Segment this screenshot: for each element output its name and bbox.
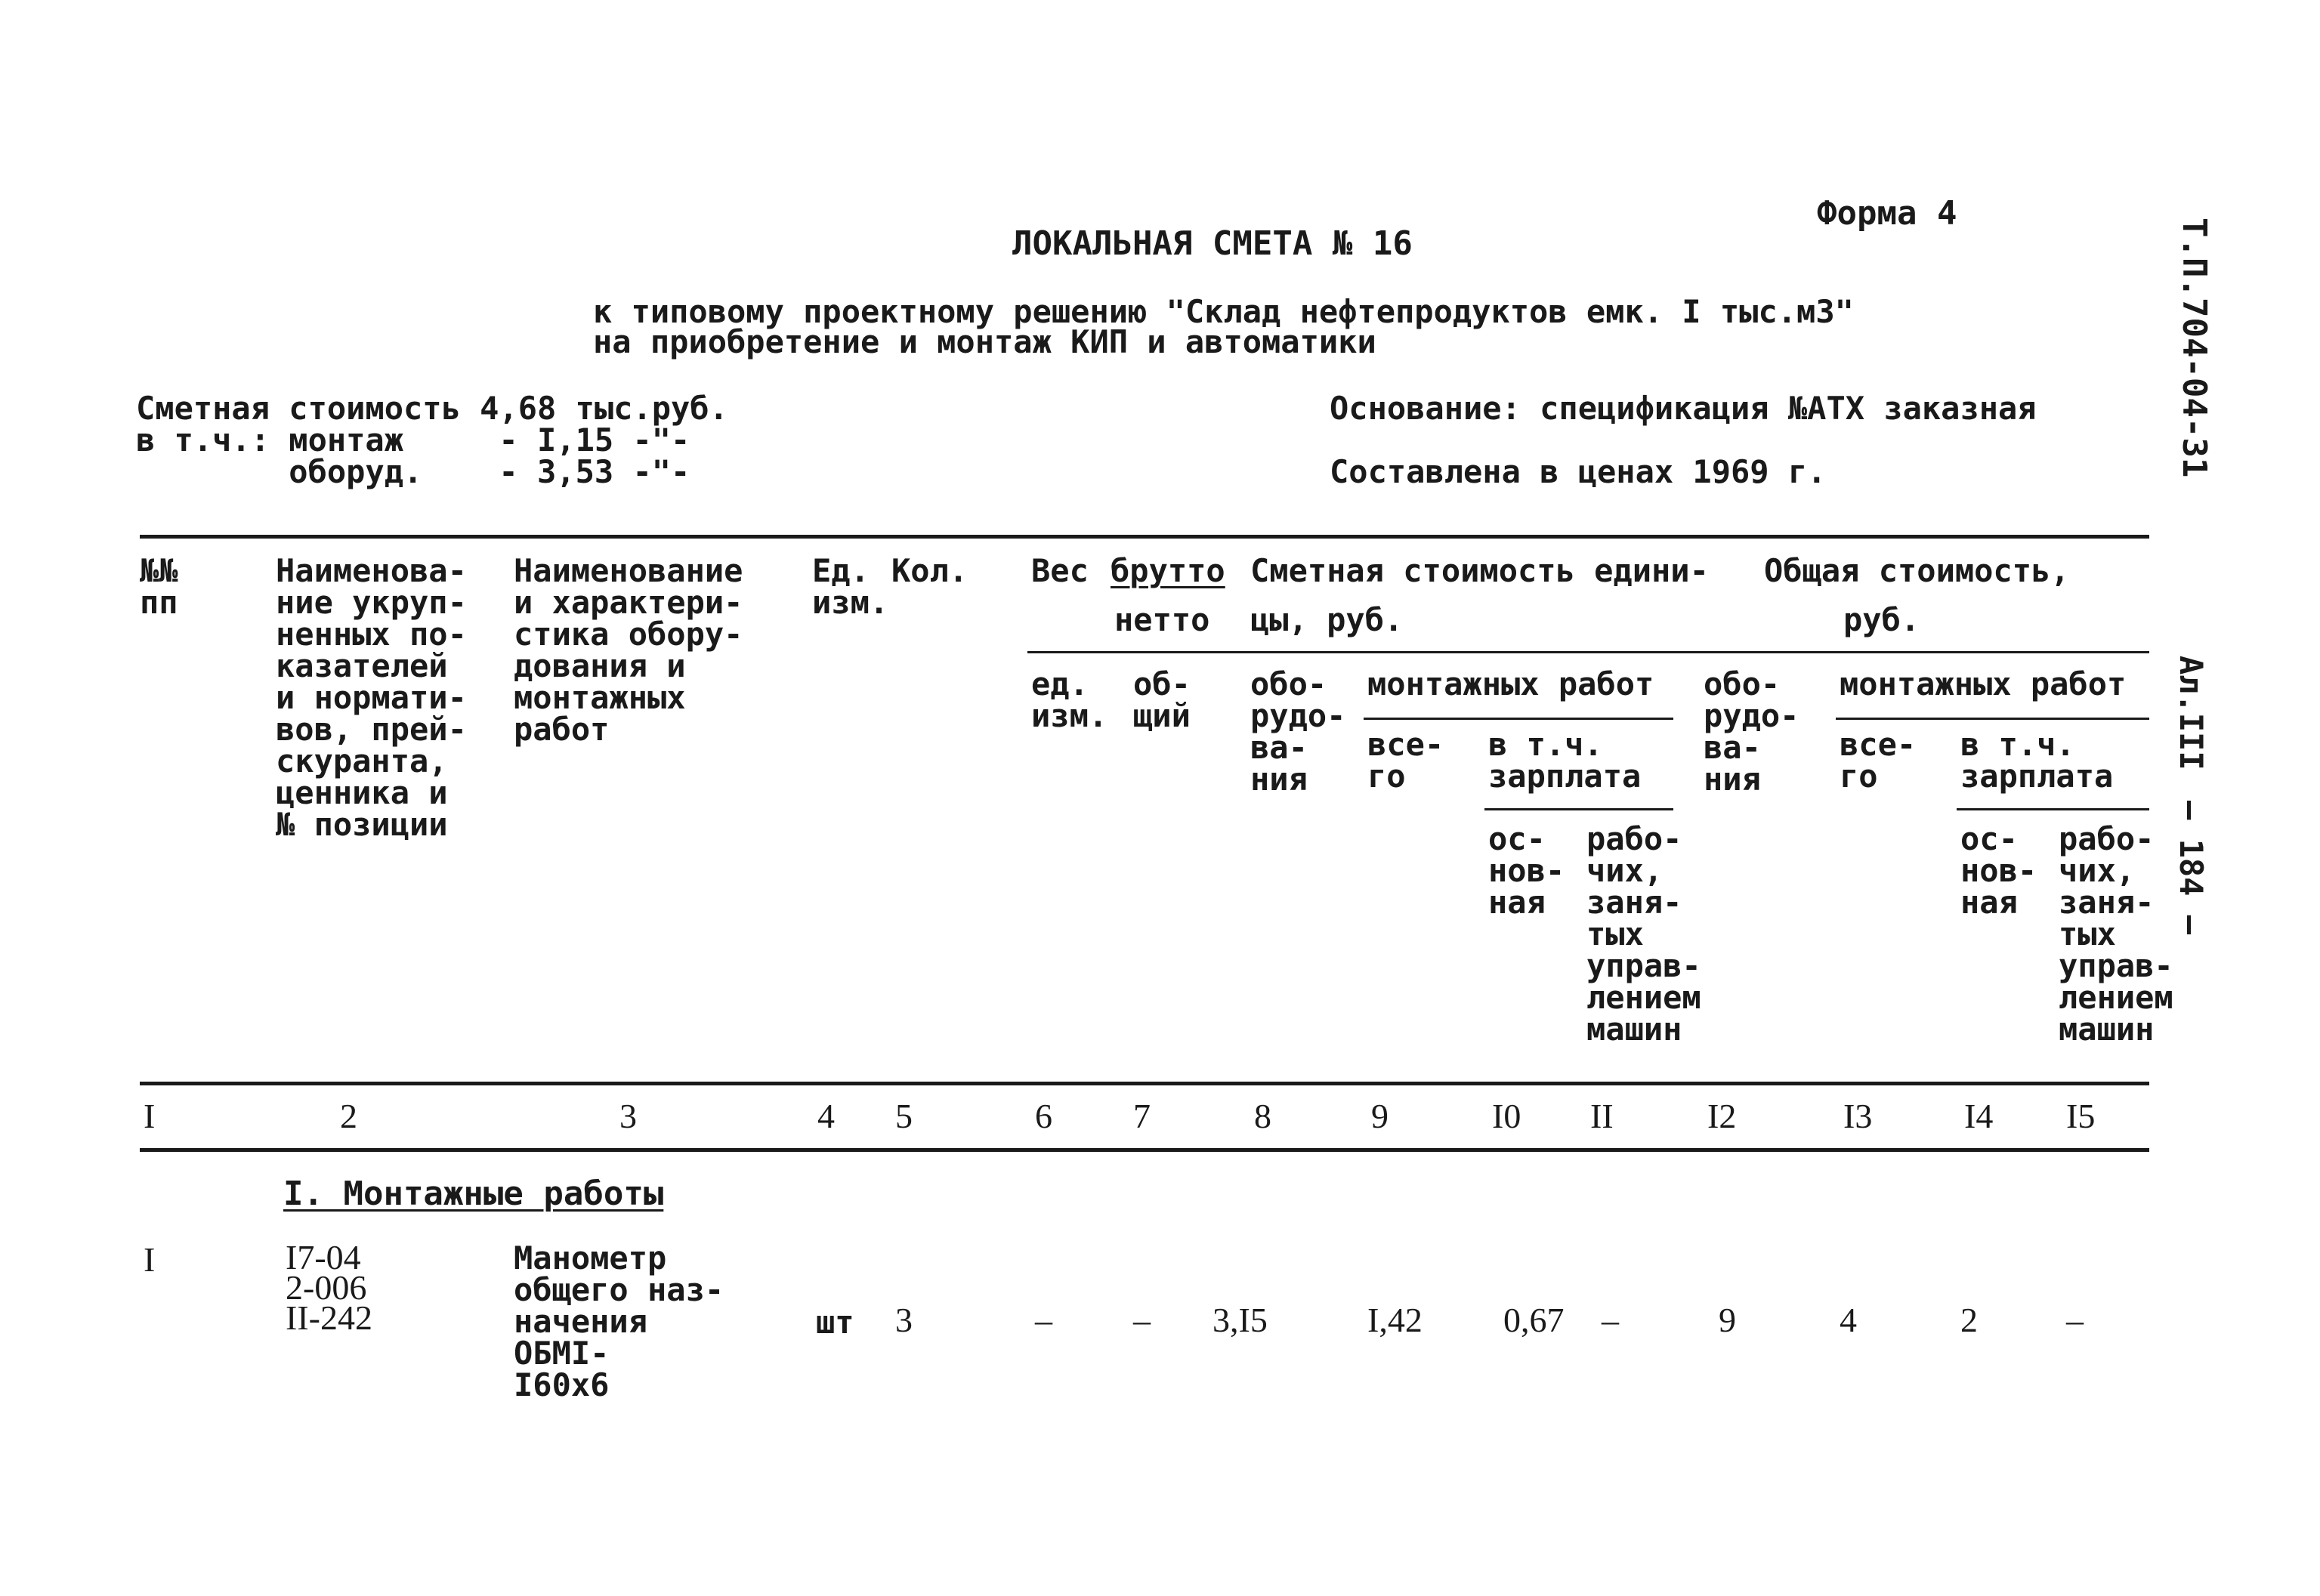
header-osnov-unit: ос- нов- ная bbox=[1488, 820, 1565, 921]
col-numbers-rule bbox=[140, 1148, 2149, 1152]
header-zarplata-total: в т.ч. зарплата bbox=[1960, 726, 2114, 795]
row-unit: шт bbox=[816, 1304, 854, 1341]
header-vsego-total: все- го bbox=[1840, 726, 1917, 795]
header-vsego-unit: все- го bbox=[1367, 726, 1444, 795]
header-unit-cost: Сметная стоимость едини- bbox=[1250, 552, 1709, 589]
col-number-10: I0 bbox=[1492, 1097, 1521, 1135]
col-number-1: I bbox=[144, 1097, 156, 1135]
col-number-12: I2 bbox=[1707, 1097, 1737, 1135]
row-weight-unit: – bbox=[1035, 1301, 1052, 1339]
header-netto: нетто bbox=[1114, 601, 1210, 638]
col-number-5: 5 bbox=[895, 1097, 913, 1135]
col-number-14: I4 bbox=[1964, 1097, 1994, 1135]
header-rabochih-unit: рабо- чих, заня- тых управ- лением машин bbox=[1586, 820, 1701, 1048]
document-title: ЛОКАЛЬНАЯ СМЕТА № 16 bbox=[1012, 224, 1413, 263]
header-total-cost: Общая стоимость, bbox=[1764, 552, 2070, 589]
header-osnov-total: ос- нов- ная bbox=[1960, 820, 2037, 921]
header-weight-unit: ед. изм. bbox=[1031, 665, 1108, 734]
col-number-13: I3 bbox=[1843, 1097, 1873, 1135]
prices-text: Составлена в ценах 1969 г. bbox=[1330, 453, 1827, 490]
subtitle-line-2: на приобретение и монтаж КИП и автоматики bbox=[593, 323, 1376, 360]
subtitle-line-1: к типовому проектному решению "Склад нефтепродуктов емк. I тыс.м3" bbox=[593, 293, 1854, 330]
cost-line-3: оборуд. - 3,53 -"- bbox=[136, 453, 690, 490]
basis-text: Основание: спецификация №АТХ заказная bbox=[1330, 390, 2037, 427]
header-indicators: Наименова- ние укруп- ненных по- казателей и нормати- вов, прей- скуранта, ценника и № позиции bbox=[276, 552, 467, 843]
section-title: I. Монтажные работы bbox=[283, 1175, 664, 1213]
col-number-7: 7 bbox=[1133, 1097, 1151, 1135]
header-weight: Вес bbox=[1031, 552, 1089, 589]
row-rabochih-total: – bbox=[2066, 1301, 2084, 1339]
col-number-8: 8 bbox=[1254, 1097, 1271, 1135]
header-equip-unit: обо- рудо- ва- ния bbox=[1250, 665, 1346, 798]
col-number-3: 3 bbox=[619, 1097, 637, 1135]
col-number-11: II bbox=[1590, 1097, 1614, 1135]
header-num: №№ пп bbox=[140, 552, 178, 621]
header-bottom-rule bbox=[140, 1082, 2149, 1085]
col-number-4: 4 bbox=[817, 1097, 835, 1135]
row-rabochih-unit: – bbox=[1602, 1301, 1619, 1339]
col-number-15: I5 bbox=[2066, 1097, 2096, 1135]
col-number-2: 2 bbox=[340, 1097, 357, 1135]
header-rabochih-total: рабо- чих, заня- тых управ- лением машин bbox=[2059, 820, 2173, 1048]
header-weight-total: об- щий bbox=[1133, 665, 1191, 734]
zarplata-rule-1 bbox=[1484, 808, 1673, 810]
header-qty: Кол. bbox=[891, 552, 968, 589]
row-equip-unit: 3,I5 bbox=[1213, 1301, 1268, 1339]
header-unit-cost-2: цы, руб. bbox=[1250, 601, 1404, 638]
table-top-rule bbox=[140, 535, 2149, 539]
mont-rule-1 bbox=[1364, 718, 1673, 720]
header-mont-total: монтажных работ bbox=[1840, 665, 2127, 702]
row-mont-unit: I,42 bbox=[1367, 1301, 1423, 1339]
side-code: Т.П.704-04-31 bbox=[2175, 218, 2213, 478]
row-code: I7-04 2-006 II-242 bbox=[286, 1238, 372, 1337]
cost-line-2: в т.ч.: монтаж - I,15 -"- bbox=[136, 421, 690, 458]
side-album: Ал.III bbox=[2173, 656, 2210, 770]
form-label: Форма 4 bbox=[1817, 194, 1957, 233]
header-brutto: брутто bbox=[1111, 552, 1225, 589]
row-number: I bbox=[144, 1240, 156, 1279]
header-total-cost-2: руб. bbox=[1843, 601, 1920, 638]
row-equip-total: 9 bbox=[1719, 1301, 1736, 1339]
header-unit: Ед. изм. bbox=[812, 552, 889, 621]
header-equipment-name: Наименование и характери- стика обору- дования и монтажных работ bbox=[514, 552, 743, 748]
row-qty: 3 bbox=[895, 1301, 913, 1339]
row-weight-total: – bbox=[1133, 1301, 1151, 1339]
row-osnov-total: 2 bbox=[1960, 1301, 1978, 1339]
header-sub-rule bbox=[1027, 651, 2149, 653]
header-mont-unit: монтажных работ bbox=[1367, 665, 1654, 702]
col-number-9: 9 bbox=[1371, 1097, 1389, 1135]
header-equip-total: обо- рудо- ва- ния bbox=[1704, 665, 1799, 798]
mont-rule-2 bbox=[1836, 718, 2149, 720]
side-page: — 184 — bbox=[2173, 801, 2210, 935]
cost-line-1: Сметная стоимость 4,68 тыс.руб. bbox=[136, 390, 728, 427]
col-number-6: 6 bbox=[1035, 1097, 1052, 1135]
header-zarplata-unit: в т.ч. зарплата bbox=[1488, 726, 1642, 795]
zarplata-rule-2 bbox=[1957, 808, 2149, 810]
row-name: Манометр общего наз- начения ОБМI- I60х6 bbox=[514, 1239, 724, 1403]
row-osnov-unit: 0,67 bbox=[1503, 1301, 1565, 1339]
row-mont-total: 4 bbox=[1840, 1301, 1857, 1339]
